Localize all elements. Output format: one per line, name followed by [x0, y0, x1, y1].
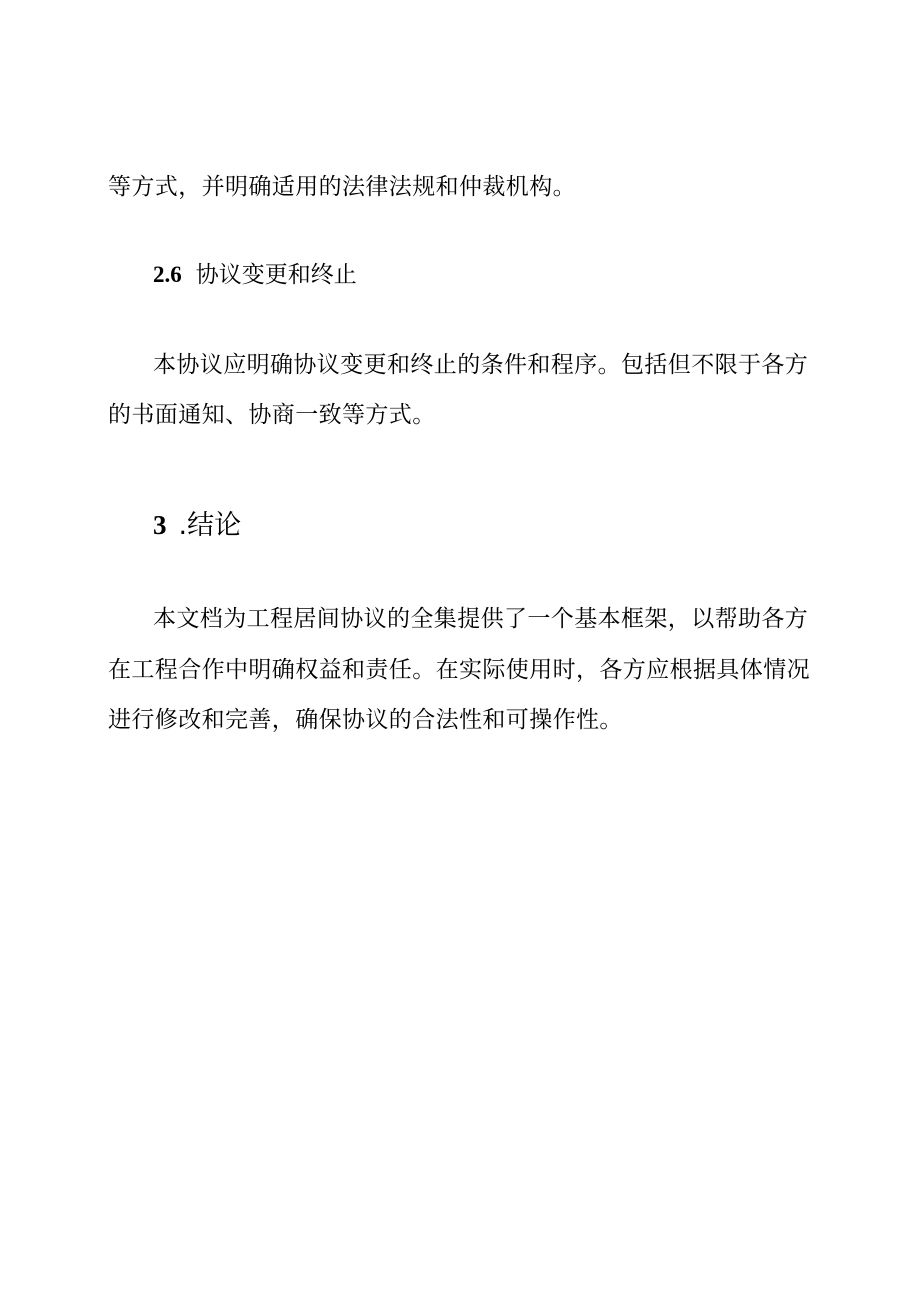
section-title: .结论: [178, 510, 242, 541]
paragraph-line: 进行修改和完善，确保协议的合法性和可操作性。: [108, 707, 623, 733]
section-number: 2.6: [153, 262, 182, 287]
paragraph-line: 本文档为工程居间协议的全集提供了一个基本框架，以帮助各方: [153, 606, 809, 632]
section-heading-3: [153, 508, 241, 543]
paragraph-line: 的书面通知、协商一致等方式。: [108, 402, 436, 428]
paragraph-line: 等方式，并明确适用的法律法规和仲裁机构。: [108, 174, 576, 200]
section-title: 协议变更和终止: [195, 262, 357, 288]
paragraph-line: 在工程合作中明确权益和责任。在实际使用时，各方应根据具体情况: [108, 657, 810, 683]
section-heading-2-6: [153, 260, 357, 290]
section-number: 3: [153, 510, 167, 540]
paragraph-line: 本协议应明确协议变更和终止的条件和程序。包括但不限于各方: [153, 352, 809, 378]
